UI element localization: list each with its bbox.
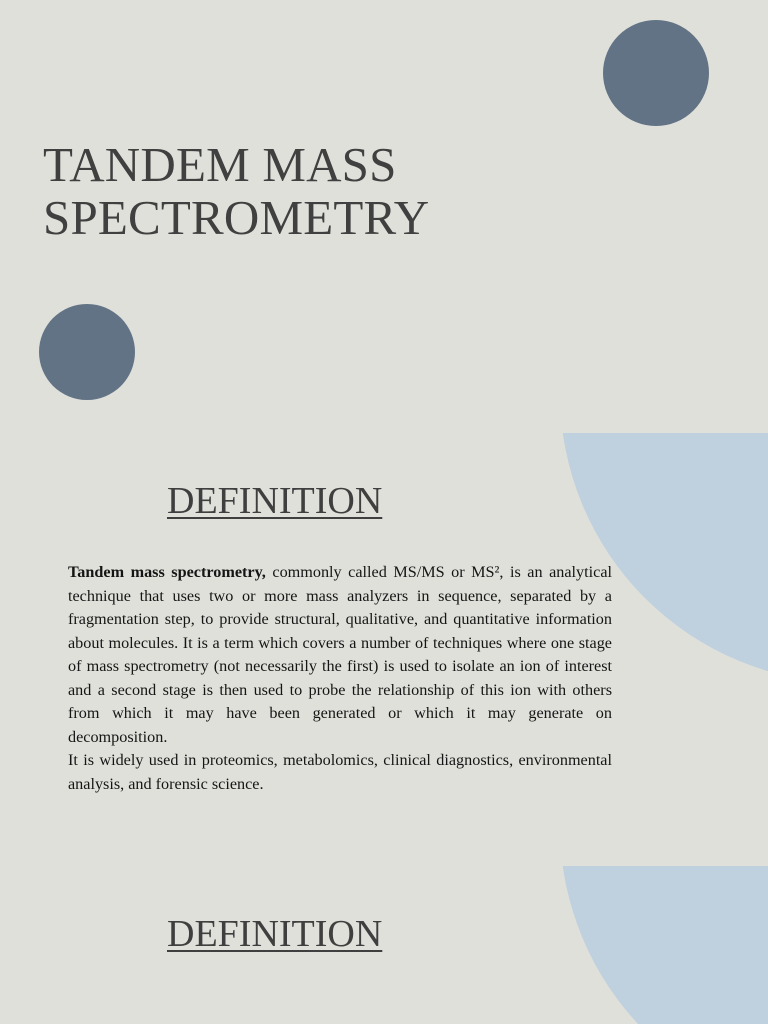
- definition-paragraph: [68, 561, 612, 749]
- title-line-1: TANDEM MASS: [43, 137, 397, 192]
- definition-slide-2: [0, 866, 768, 1024]
- section-heading-definition-2: DEFINITION: [167, 913, 383, 955]
- definition-term: Tandem mass spectrometry,: [68, 563, 266, 581]
- decorative-circle-left: [39, 304, 135, 400]
- definition-slide: [0, 433, 768, 865]
- usage-paragraph: It is widely used in proteomics, metabolomics, clinical diagnostics, environmental analysis, and forensic science.: [68, 751, 612, 793]
- definition-text: commonly called MS/MS or MS², is an analytical technique that uses two or more mass analyzers in sequence, separated by a fragmentation step, to provide structural, qualitative, and quantitative information about molecules. It is a term which covers a number of techniques where one stage of mass spectrometry (not necessarily the first) is used to isolate an ion of interest and a second stage is then used to probe the relationship of this ion with others from which it may have been generated or which it may generate on decomposition.: [68, 563, 613, 746]
- title-line-2: SPECTROMETRY: [43, 190, 430, 245]
- definition-body: [68, 561, 612, 796]
- section-heading-definition: DEFINITION: [167, 480, 383, 522]
- page-title: [43, 138, 429, 244]
- decorative-circle-top-right: [603, 20, 709, 126]
- decorative-arc-2: [560, 866, 768, 1024]
- title-slide: [0, 0, 768, 430]
